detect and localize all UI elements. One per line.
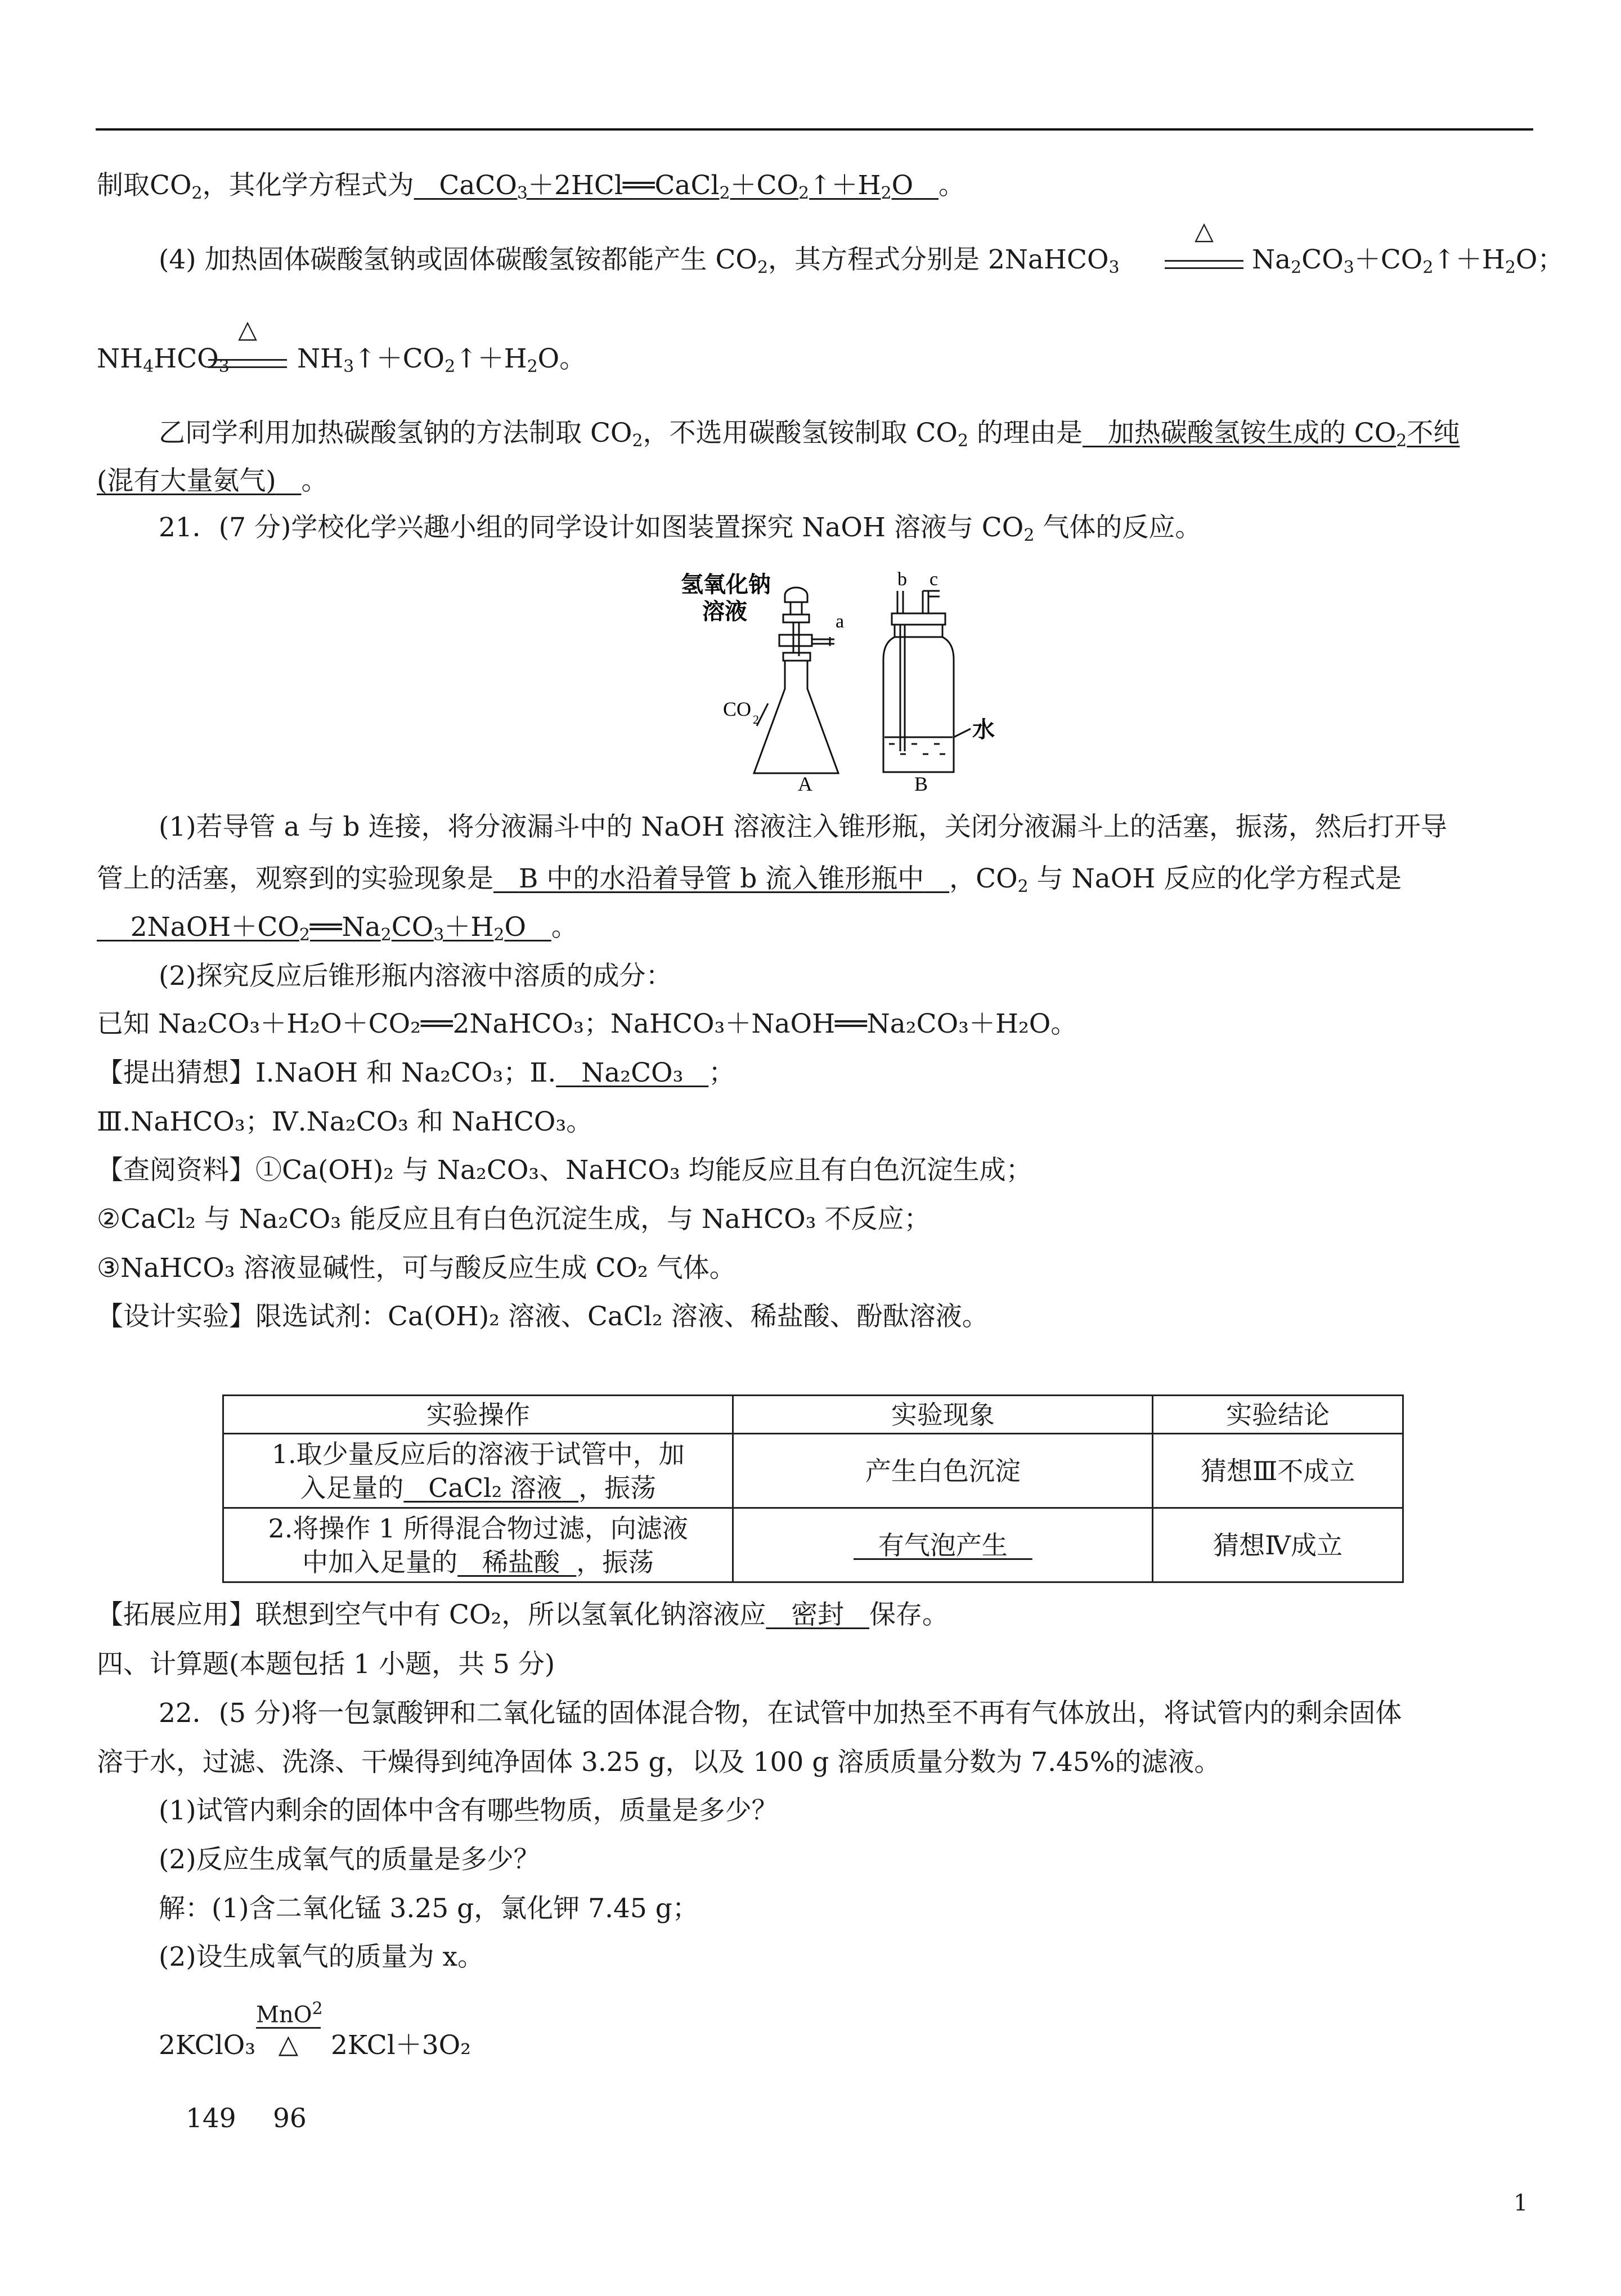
table-row: [223, 1434, 1403, 1508]
label-b: b: [897, 569, 907, 590]
label-co2: CO: [723, 698, 752, 720]
q4-line2-left: $NH_4HCO_3$: [97, 343, 230, 376]
reaction-left: 2KClO₃: [159, 2030, 256, 2061]
table-cell-conclusion: 猜想Ⅳ成立: [1153, 1508, 1403, 1582]
q22-line5: 解：(1)含二氧化锰 3.25 g，氯化钾 7.45 g；: [159, 1893, 699, 1924]
p2-line5: 【查阅资料】①Ca(OH)₂ 与 Na₂CO₃、NaHCO₃ 均能反应且有白色沉淀生成；: [97, 1155, 1032, 1186]
svg-text:2: 2: [753, 712, 759, 727]
table-header-row: [223, 1396, 1403, 1434]
p1-line3: $2NaOH+CO_2══Na_2CO_3+H_2O$ 。: [130, 912, 578, 945]
molar-mass-o2: 96: [273, 2103, 307, 2134]
q22-line1: 22．(5 分)将一包氯酸钾和二氧化锰的固体混合物，在试管中加热至不再有气体放出，将试管内的剩余固体: [159, 1698, 1402, 1729]
flask-a: [754, 588, 838, 773]
q22-line4: (2)反应生成氧气的质量是多少？: [159, 1844, 540, 1875]
equals-sign-2: [208, 359, 287, 368]
table-header: 实验现象: [733, 1396, 1153, 1434]
page-number: 1: [1514, 2190, 1528, 2216]
catalyst-label: MnO$^2$: [256, 1999, 323, 2028]
q22-line3: (1)试管内剩余的固体中含有哪些物质，质量是多少？: [159, 1795, 778, 1826]
label-a: a: [836, 611, 845, 632]
q4-line1-right: $Na_2CO_3+CO_2↑+H_2O$；: [1252, 244, 1564, 277]
molar-mass-kclo3: 149: [186, 2103, 236, 2134]
equals-sign-1: [1165, 260, 1243, 269]
p2-line2: 已知 Na₂CO₃＋H₂O＋CO₂══2NaHCO₃；NaHCO₃＋NaOH══Na₂CO₃＋H₂O。: [97, 1008, 1077, 1039]
p1-line2: 管上的活塞，观察到的实验现象是 B 中的水沿着导管 b 流入锥形瓶中 ，$CO_2$ 与 NaOH 反应的化学方程式是: [97, 863, 1402, 896]
table-cell-op: 1.取少量反应后的溶液于试管中，加 入足量的 CaCl₂ 溶液 ，振荡: [223, 1434, 733, 1508]
table-row: [223, 1508, 1403, 1582]
heating-delta-3: △: [278, 2029, 299, 2059]
p2-line1: (2)探究反应后锥形瓶内溶液中溶质的成分：: [159, 961, 672, 992]
table-cell-phenomenon: 有气泡产生: [733, 1508, 1153, 1582]
p1-line1: (1)若导管 a 与 b 连接，将分液漏斗中的 NaOH 溶液注入锥形瓶，关闭分液漏斗上的活塞，振荡，然后打开导: [159, 811, 1447, 842]
q22-line6: (2)设生成氧气的质量为 x。: [159, 1941, 484, 1972]
table-header: 实验结论: [1153, 1396, 1403, 1434]
eq-top-line: 制取$CO_2$，其化学方程式为 $CaCO_3+2HCl══CaCl_2+CO_2↑+H_2O$ 。: [97, 170, 965, 203]
q4-line1-left: (4) 加热固体碳酸氢钠或固体碳酸氢铵都能产生 $CO_2$，其方程式分别是 2NaHCO$_3$: [159, 244, 1120, 277]
heating-delta-2: △: [238, 315, 257, 344]
p2-line7: ③NaHCO₃ 溶液显碱性，可与酸反应生成 CO₂ 气体。: [97, 1253, 736, 1284]
bottle-b: [883, 591, 971, 772]
label-naoh-line2: 溶液: [702, 599, 747, 624]
yi-line2: (混有大量氨气) 。: [97, 465, 328, 496]
table-cell-op: 2.将操作 1 所得混合物过滤，向滤液 中加入足量的 稀盐酸 ，振荡: [223, 1508, 733, 1582]
table-cell-phenomenon: 产生白色沉淀: [733, 1434, 1153, 1508]
yi-line1: 乙同学利用加热碳酸氢钠的方法制取 $CO_2$，不选用碳酸氢铵制取 $CO_2$ 的理由是 加热碳酸氢铵生成的 $CO_2$不纯: [159, 418, 1460, 451]
label-c: c: [930, 569, 939, 590]
p2-line6: ②CaCl₂ 与 Na₂CO₃ 能反应且有白色沉淀生成，与 NaHCO₃ 不反应；: [97, 1204, 931, 1235]
p2-line4: Ⅲ.NaHCO₃；Ⅳ.Na₂CO₃ 和 NaHCO₃。: [97, 1106, 593, 1137]
label-water: 水: [972, 717, 995, 742]
header-rule: [96, 128, 1533, 131]
experiment-table: [222, 1394, 1404, 1583]
section-four-heading: 四、计算题(本题包括 1 小题，共 5 分): [97, 1649, 555, 1680]
table-cell-conclusion: 猜想Ⅲ不成立: [1153, 1434, 1403, 1508]
label-A: A: [798, 773, 812, 793]
reaction-right: 2KCl＋3O₂: [331, 2030, 472, 2061]
table-header: 实验操作: [223, 1396, 733, 1434]
apparatus-figure: [675, 568, 1024, 793]
p2-line8: 【设计实验】限选试剂：Ca(OH)₂ 溶液、CaCl₂ 溶液、稀盐酸、酚酞溶液。: [97, 1301, 989, 1332]
q4-line2-right: $NH_3↑+CO_2↑+H_2O$。: [297, 343, 586, 376]
label-B: B: [914, 773, 928, 793]
heating-delta-1: △: [1195, 217, 1214, 245]
q22-line2: 溶于水，过滤、洗涤、干燥得到纯净固体 3.25 g，以及 100 g 溶质质量分数为 7.45%的滤液。: [97, 1747, 1221, 1778]
label-naoh-line1: 氢氧化钠: [681, 572, 771, 597]
q21-title: 21．(7 分)学校化学兴趣小组的同学设计如图装置探究 NaOH 溶液与 $CO_2$ 气体的反应。: [159, 512, 1202, 545]
p2-line3: 【提出猜想】Ⅰ.NaOH 和 Na₂CO₃；Ⅱ. Na₂CO₃ ；: [97, 1057, 735, 1088]
ext-line: 【拓展应用】联想到空气中有 CO₂，所以氢氧化钠溶液应 密封 保存。: [97, 1599, 949, 1630]
